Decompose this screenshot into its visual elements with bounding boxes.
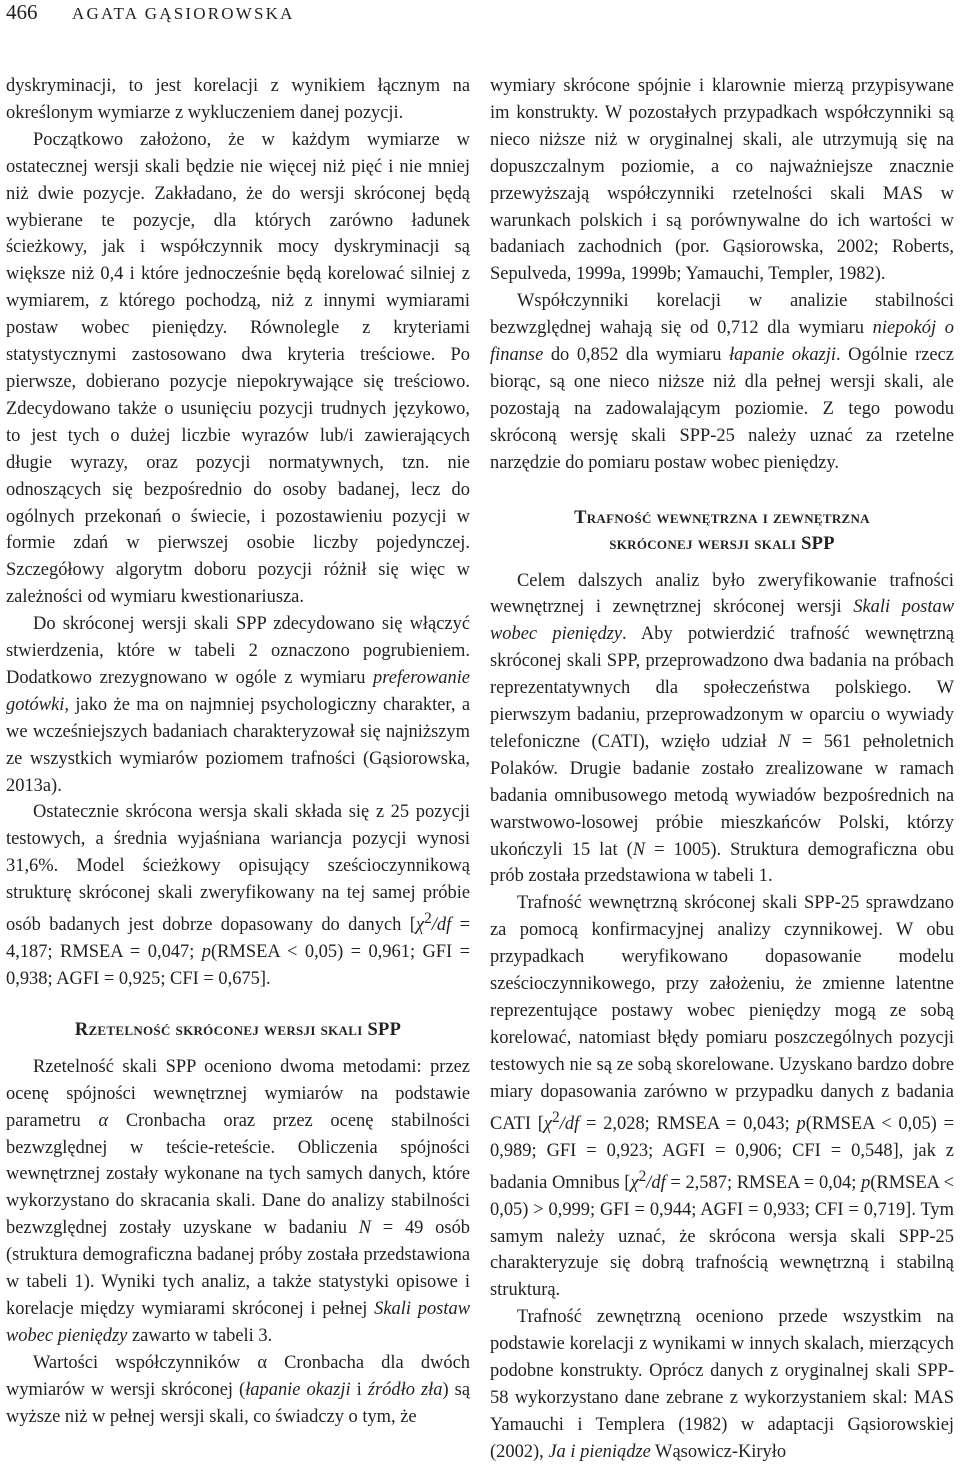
paragraph: dyskryminacji, to jest korelacji z wynikiem łącznym na określonym wymiarze z wykluczeniem danej pozycji. [6, 75, 470, 122]
section-heading-line-2: skróconej wersji skali SPP [609, 532, 835, 553]
paragraph: Trafność zewnętrzną oceniono przede wszystkim na podstawie korelacji z wynikami w innych skalach, mierzących podobne konstrukty. Oprócz danych z oryginalnej skali SPP-58 wykorzystano dane zebrane z wykorzystaniem skal: MAS Yamauchi i Templera (1982) w adaptacji Gąsiorowskiej (2002), Ja i pieniądze Wąsowicz-Kiryło [490, 1306, 954, 1461]
paragraph: Rzetelność skali SPP oceniono dwoma metodami: przez ocenę spójności wewnętrznej wymiarów na podstawie parametru α Cronbacha oraz przez ocenę stabilności bezwzględnej w teście-reteście. Obliczenia spójności wewnętrznej zostały wykonane na tych samych danych, które wykorzystano do skracania skali. Dane do analizy stabilności bezwzględnej zostały uzyskane w badaniu N = 49 osób (struktura demograficzna badanej próby została przedstawiona w tabeli 1). Wyniki tych analiz, a także statystyki opisowe i korelacje między wymiarami skróconej i pełnej Skali postaw wobec pieniędzy zawarto w tabeli 3. [6, 1055, 471, 1345]
paragraph: wymiary skrócone spójnie i klarownie mierzą przypisywane im konstrukty. W pozostałych przypadkach współczynniki są nieco niższe niż w oryginalnej skali, ale utrzymują się na dopuszczalnym poziomie, a co najważniejsze znacznie przewyższają współczynniki rzetelności skali MAS w warunkach polskich i są porównywalne do ich wartości w badaniach zachodnich (por. Gąsiorowska, 2002; Roberts, Sepulveda, 1999a, 1999b; Yamauchi, Templer, 1982). [490, 75, 954, 284]
page-number: 466 [6, 0, 38, 24]
section-heading: Rzetelność skróconej wersji skali SPP [74, 1018, 402, 1039]
running-header [0, 0, 960, 40]
paragraph: Trafność wewnętrzną skróconej skali SPP-25 sprawdzano za pomocą konfirmacyjnej analizy czynnikowej. W obu przypadkach weryfikowano dopasowanie modelu sześcioczynnikowego, przy założeniu, że zmienne latentne reprezentujące postawy wobec pieniędzy mogą ze sobą korelować, natomiast błędy pomiaru poszczególnych pozycji testowych nie są ze sobą skorelowane. Uzyskano bardzo dobre miary dopasowania zarówno w przypadku danych z badania CATI [$\chi^2/df = 2,028$; RMSEA = 0,043; p(RMSEA < 0,05) = 0,989; GFI = 0,923; AGFI = 0,906; CFI = 0,548], jak z badania Omnibus [$\chi^2/df = 2,587$; RMSEA = 0,04; p(RMSEA < 0,05) > 0,999; GFI = 0,944; AGFI = 0,933; CFI = 0,719]. Tym samym należy uznać, że skrócona wersja skali SPP-25 charakteryzuje się dobrą trafnością wewnętrzną i stabilną strukturą. [490, 892, 954, 1300]
left-column [6, 72, 470, 1430]
section-heading: Trafność wewnętrzna i zewnętrzna [574, 506, 870, 527]
paragraph: Współczynniki korelacji w analizie stabilności bezwzględnej wahają się od 0,712 dla wymiaru niepokój o finanse do 0,852 dla wymiaru łapanie okazji. Ogólnie rzecz biorąc, są one nieco niższe niż dla pełnej wersji skali, ale pozostają na zadowalającym poziomie. Z tego powodu skróconą wersję skali SPP-25 należy uznać za rzetelne narzędzie do pomiaru postaw wobec pieniędzy. [490, 290, 954, 472]
paragraph: Do skróconej wersji skali SPP zdecydowano się włączyć stwierdzenia, które w tabeli 2 oznaczono pogrubieniem. Dodatkowo zrezygnowano w ogóle z wymiaru preferowanie gotówki, jako że ma on najmniej psychologiczny charakter, a we wcześniejszych badaniach charakteryzował się najniższym ze wszystkich wymiarów poziomem trafności (Gąsiorowska, 2013a). [6, 613, 470, 795]
paragraph: Wartości współczynników α Cronbacha dla dwóch wymiarów w wersji skróconej (łapanie okazji i źródło zła) są wyższe niż w pełnej wersji skali, co świadczy o tym, że [6, 1351, 471, 1426]
paragraph: Ostatecznie skrócona wersja skali składa się z 25 pozycji testowych, a średnia wyjaśniana wariancja pozycji wynosi 31,6%. Model ścieżkowy opisujący sześcioczynnikową strukturę skróconej skali zweryfikowany na tej samej próbie osób badanych jest dobrze dopasowany do danych [$\chi^2/df = 4,187$; RMSEA = 0,047; p(RMSEA < 0,05) = 0,961; GFI = 0,938; AGFI = 0,925; CFI = 0,675]. [6, 801, 471, 989]
right-column [490, 72, 954, 1465]
running-head-author: AGATA GĄSIOROWSKA [72, 4, 295, 23]
paragraph: Początkowo założono, że w każdym wymiarze w ostatecznej wersji skali będzie nie więcej niż pięć i nie mniej niż dwie pozycje. Zakładano, że do wersji skróconej będą wybierane te pozycje, dla których zarówno ładunek ścieżkowy, jak i współczynnik mocy dyskryminacji są większe niż 0,4 i które jednocześnie będą korelować silniej z wymiarem, z którego pochodzą, niż z innymi wymiarami postaw wobec pieniędzy. Równolegle z kryteriami statystycznymi zastosowano dwa kryteria treściowe. Po pierwsze, dobierano pozycje niepokrywające się treściowo. Zdecydowano także o usunięciu pozycji trudnych językowo, to jest tych o dużej liczbie wyrazów lub/i zawierających długie wyrazy, oraz pozycji normatywnych, tzn. nie odnoszących się bezpośrednio do osoby badanej, lecz do ogólnych przekonań o świecie, i pozostawieniu pozycji w formie zdań w pierwszej osobie liczby pojedynczej. Szczegółowy algorytm doboru pozycji różnił się więc w zależności od wymiaru kwestionariusza. [6, 128, 470, 607]
paragraph: Celem dalszych analiz było zweryfikowanie trafności wewnętrznej i zewnętrznej skróconej wersji Skali postaw wobec pieniędzy. Aby potwierdzić trafność wewnętrzną skróconej skali SPP, przeprowadzono dwa badania na próbach reprezentatywnych dla społeczeństwa polskiego. W pierwszym badaniu, przeprowadzonym w oparciu o wywiady telefoniczne (CATI), wzięło udział N = 561 pełnoletnich Polaków. Drugie badanie zostało zrealizowane w ramach badania omnibusowego metodą wywiadów bezpośrednich na warstwowo-losowej próbie mieszkańców Polski, którzy ukończyli 15 lat (N = 1005). Struktura demograficzna obu prób została przedstawiona w tabeli 1. [490, 569, 954, 886]
